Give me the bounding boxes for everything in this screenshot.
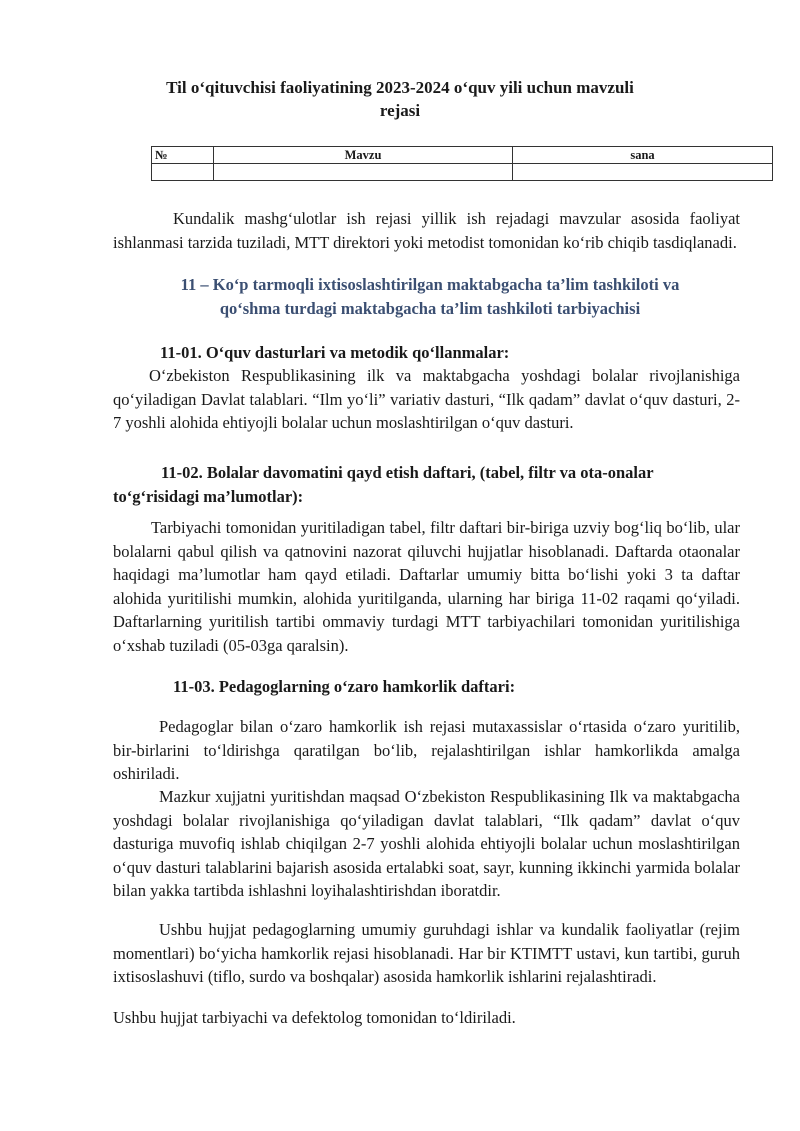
table-cell xyxy=(214,164,513,181)
column-header-number: № xyxy=(152,147,214,164)
heading-11-02: 11-02. Bolalar davomatini qayd etish daftari, (tabel, filtr va ota-onalar to‘g‘risidagi ma’lumotlar): xyxy=(113,463,654,506)
table-header-row xyxy=(152,147,773,164)
plan-table xyxy=(151,146,773,181)
table-row xyxy=(152,164,773,181)
paragraph-11-02: Tarbiyachi tomonidan yuritiladigan tabel, filtr daftari bir-biriga uzviy bog‘liq bo‘lib, ular bolalarni qabul qilish va qatnovini nazorat qiluvchi hujjatlar hisoblanadi. Daftarda otaonalar haqidagi ma’lumotlar ham qayd etiladi. Daftarlar umumiy bitta bo‘lishi yoki 3 ta daftar alohida yuritilishi mumkin, alohida yuritilganda, ularning har biriga 11-02 raqami qo‘yiladi. Daftarlarning yuritilish tartibi ommaviy turdagi MTT tarbiyachilari tomonidan yuritilishiga o‘xshab tuziladi (05-03ga qaralsin). xyxy=(113,518,740,655)
column-header-date: sana xyxy=(513,147,773,164)
paragraph-11-03-a: Pedagoglar bilan o‘zaro hamkorlik ish rejasi mutaxassislar o‘rtasida o‘zaro yuritilib, bir-birlarini to‘ldirishga qaratilgan bo‘lib, rejalashtirilgan ishlar hamkorlikda amalga oshiriladi. xyxy=(113,717,740,783)
heading-11-01: 11-01. O‘quv dasturlari va metodik qo‘llanmalar: xyxy=(160,343,510,362)
section-title xyxy=(113,273,747,320)
paragraph-11-03-c: Ushbu hujjat pedagoglarning umumiy guruhdagi ishlar va kundalik faoliyatlar (rejim momentlari) bo‘yicha hamkorlik rejasi hisoblanadi. Har bir KTIMTT ustavi, kun tartibi, guruh ixtisoslashuvi (tiflo, surdo va boshqalar) asosida hamkorlik ishlarini rejalashtiradi. xyxy=(113,920,740,986)
intro-paragraph: Kundalik mashg‘ulotlar ish rejasi yillik ish rejadagi mavzular asosida faoliyat ishlanmasi tarzida tuziladi, MTT direktori yoki metodist tomonidan ko‘rib chiqib tasdiqlanadi. xyxy=(113,209,740,252)
table-cell xyxy=(152,164,214,181)
document-title xyxy=(0,77,800,123)
section-title-line-1: 11 – Ko‘p tarmoqli ixtisoslashtirilgan maktabgacha ta’lim tashkiloti va xyxy=(180,275,680,294)
document-title-line-2: rejasi xyxy=(379,100,421,120)
paragraph-11-01: O‘zbekiston Respublikasining ilk va maktabgacha yoshdagi bolalar rivojlanishiga qo‘yiladigan Davlat talablari. “Ilm yo‘li” variativ dasturi, “Ilk qadam” davlat o‘quv dasturi, 2-7 yoshli alohida ehtiyojli bolalar uchun moslashtirilgan o‘quv dasturi. xyxy=(113,366,740,432)
heading-11-03: 11-03. Pedagoglarning o‘zaro hamkorlik daftari: xyxy=(173,677,516,696)
document-title-line-1: Til o‘qituvchisi faoliyatining 2023-2024 o‘quv yili uchun mavzuli xyxy=(166,78,634,97)
paragraph-11-03-d: Ushbu hujjat tarbiyachi va defektolog tomonidan to‘ldiriladi. xyxy=(113,1008,516,1027)
section-title-line-2: qo‘shma turdagi maktabgacha ta’lim tashkiloti tarbiyachisi xyxy=(219,298,641,318)
table-cell xyxy=(513,164,773,181)
column-header-topic: Mavzu xyxy=(214,147,513,164)
paragraph-11-03-b: Mazkur xujjatni yuritishdan maqsad O‘zbekiston Respublikasining Ilk va maktabgacha yoshdagi bolalar rivojlanishiga qo‘yiladigan davlat talablari, “Ilk qadam” davlat o‘quv dasturiga muvofiq ishlab chiqilgan 2-7 yoshli alohida ehtiyojli bolalar uchun moslashtirilgan o‘quv dasturi talablarini bajarish asosida ertalabki soat, sayr, kunning ikkinchi yarmida bolalar bilan yakka tartibda ishlashni loyihalashtirishdan iboratdir. xyxy=(113,787,740,900)
